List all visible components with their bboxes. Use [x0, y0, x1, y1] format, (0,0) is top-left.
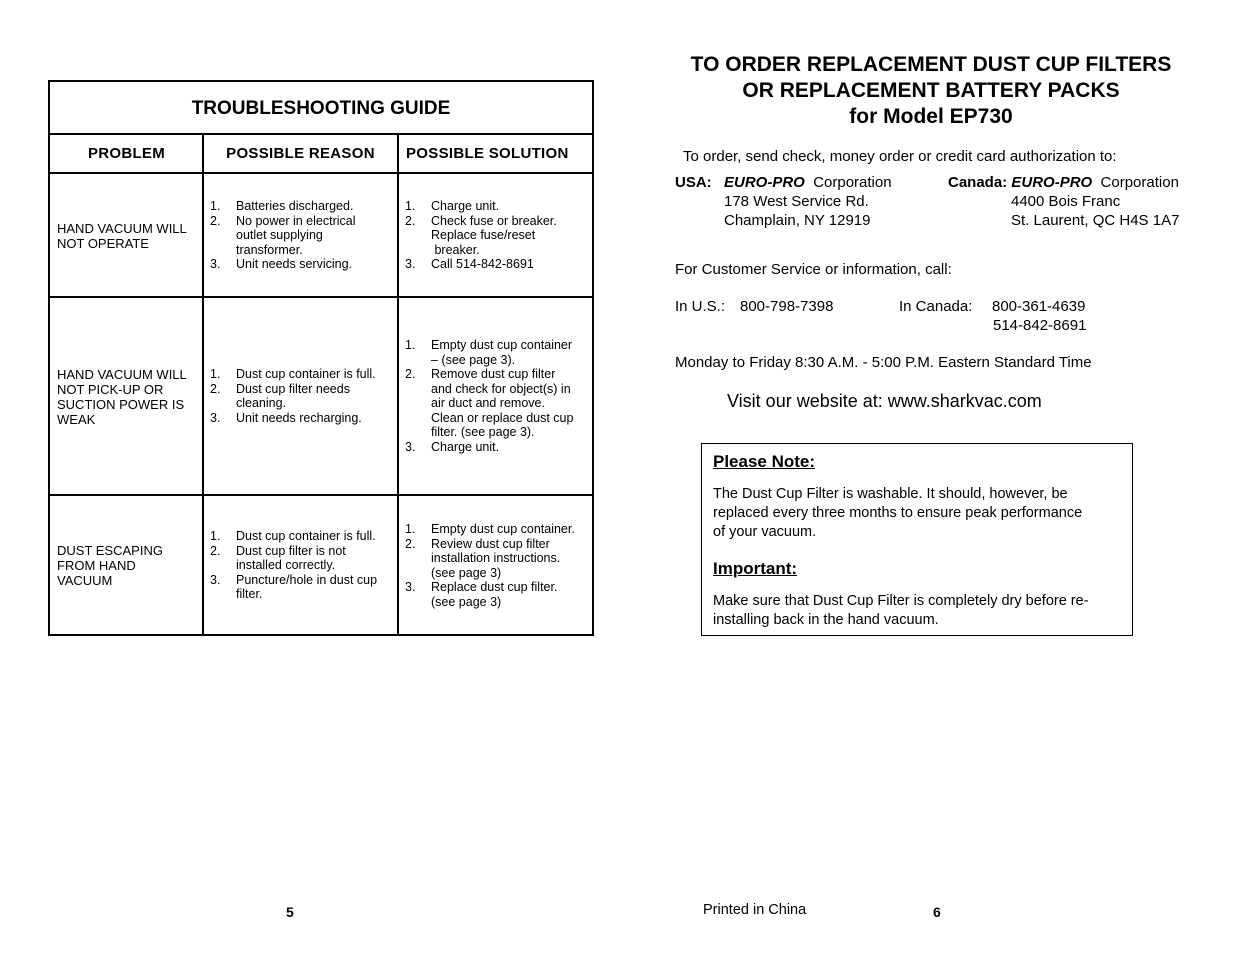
list-item: 3. Unit needs servicing. — [210, 257, 353, 271]
list-item: 3. Replace dust cup filter. (see page 3) — [405, 580, 558, 609]
page-number-left: 5 — [286, 904, 294, 920]
problem-line: NOT PICK-UP OR — [57, 382, 164, 397]
title-line: OR REPLACEMENT BATTERY PACKS — [742, 79, 1120, 102]
column-divider — [202, 135, 204, 634]
header-problem: PROBLEM — [50, 135, 203, 174]
row1-reasons — [210, 199, 396, 272]
list-item: 3. Puncture/hole in dust cup filter. — [210, 572, 378, 601]
printed-in-china: Printed in China — [703, 902, 807, 918]
row-divider — [50, 494, 592, 496]
list-item: 3. Call 514-842-8691 — [405, 257, 534, 271]
row1-problem — [57, 221, 197, 251]
us-phone-label: In U.S.: — [675, 298, 726, 315]
list-item: 1. Empty dust cup container – (see page 3). — [405, 338, 573, 367]
row3-problem — [57, 543, 197, 588]
problem-line: WEAK — [57, 412, 96, 427]
usa-label: USA: — [675, 174, 712, 191]
row1-solutions — [405, 199, 591, 272]
list-item: 1. Dust cup container is full. — [210, 529, 376, 543]
troubleshooting-table — [48, 80, 594, 636]
problem-line: SUCTION POWER IS — [57, 397, 185, 412]
important-text: Make sure that Dust Cup Filter is completely dry before re- installing back in the hand vacuum. — [713, 593, 1089, 628]
list-item: 2. Dust cup filter needs cleaning. — [210, 381, 350, 410]
note-text: The Dust Cup Filter is washable. It should, however, be replaced every three months to ensure peak performance of your vacuum. — [713, 486, 1083, 540]
list-item: 1. Empty dust cup container. — [405, 522, 575, 536]
usa-city: Champlain, NY 12919 — [724, 212, 871, 229]
list-item: 3. Charge unit. — [405, 439, 500, 454]
canada-company: Canada: EURO-PRO Corporation — [948, 174, 1179, 191]
problem-line: VACUUM — [57, 573, 113, 588]
note-box — [701, 443, 1133, 636]
list-item: 2. Review dust cup filter installation instructions. (see page 3) — [405, 536, 561, 580]
problem-line: HAND VACUUM WILL — [57, 221, 187, 236]
list-item: 1. Batteries discharged. — [210, 199, 354, 213]
problem-line: HAND VACUUM WILL — [57, 367, 187, 382]
problem-line: DUST ESCAPING — [57, 543, 163, 558]
list-item: 1. Dust cup container is full. — [210, 367, 376, 381]
header-possible-solution: POSSIBLE SOLUTION — [398, 135, 592, 174]
list-item: 2. Check fuse or breaker. Replace fuse/reset breaker. — [405, 213, 557, 257]
us-phone: 800-798-7398 — [740, 298, 834, 315]
row2-reasons — [210, 367, 396, 425]
website-text: Visit our website at: www.sharkvac.com — [727, 391, 1042, 411]
row-divider — [50, 296, 592, 298]
list-item: 2. Dust cup filter is not installed correctly. — [210, 543, 346, 572]
canada-street: 4400 Bois Franc — [1011, 193, 1121, 210]
problem-line: FROM HAND — [57, 558, 136, 573]
page-number-right: 6 — [933, 904, 941, 920]
canada-phone-1: 800-361-4639 — [992, 298, 1086, 315]
order-intro: To order, send check, money order or credit card authorization to: — [683, 148, 1117, 165]
service-intro: For Customer Service or information, call: — [675, 261, 952, 278]
troubleshooting-title: TROUBLESHOOTING GUIDE — [50, 82, 592, 135]
column-divider — [397, 135, 399, 634]
list-item: 1. Charge unit. — [405, 199, 500, 213]
canada-phone-2: 514-842-8691 — [993, 317, 1087, 334]
row3-reasons — [210, 529, 396, 602]
row2-problem — [57, 367, 197, 427]
note-heading: Please Note: — [713, 452, 816, 471]
row3-solutions — [405, 522, 591, 609]
usa-company: EURO-PRO Corporation — [724, 174, 892, 191]
order-title — [660, 52, 1202, 130]
row2-solutions — [405, 338, 591, 454]
canada-city: St. Laurent, QC H4S 1A7 — [1011, 212, 1180, 229]
header-possible-reason: POSSIBLE REASON — [203, 135, 398, 174]
list-item: 2. Remove dust cup filter and check for object(s) in air duct and remove. Clean or replace dust cup filter. (see page 3). — [405, 367, 574, 439]
canada-phone-label: In Canada: — [899, 298, 973, 315]
important-heading: Important: — [713, 559, 798, 578]
problem-line: NOT OPERATE — [57, 236, 149, 251]
title-line: TO ORDER REPLACEMENT DUST CUP FILTERS — [690, 53, 1172, 76]
list-item: 2. No power in electrical outlet supplying transformer. — [210, 213, 356, 257]
business-hours: Monday to Friday 8:30 A.M. - 5:00 P.M. Eastern Standard Time — [675, 354, 1092, 371]
title-line: for Model EP730 — [849, 105, 1013, 128]
usa-street: 178 West Service Rd. — [724, 193, 869, 210]
list-item: 3. Unit needs recharging. — [210, 410, 362, 425]
